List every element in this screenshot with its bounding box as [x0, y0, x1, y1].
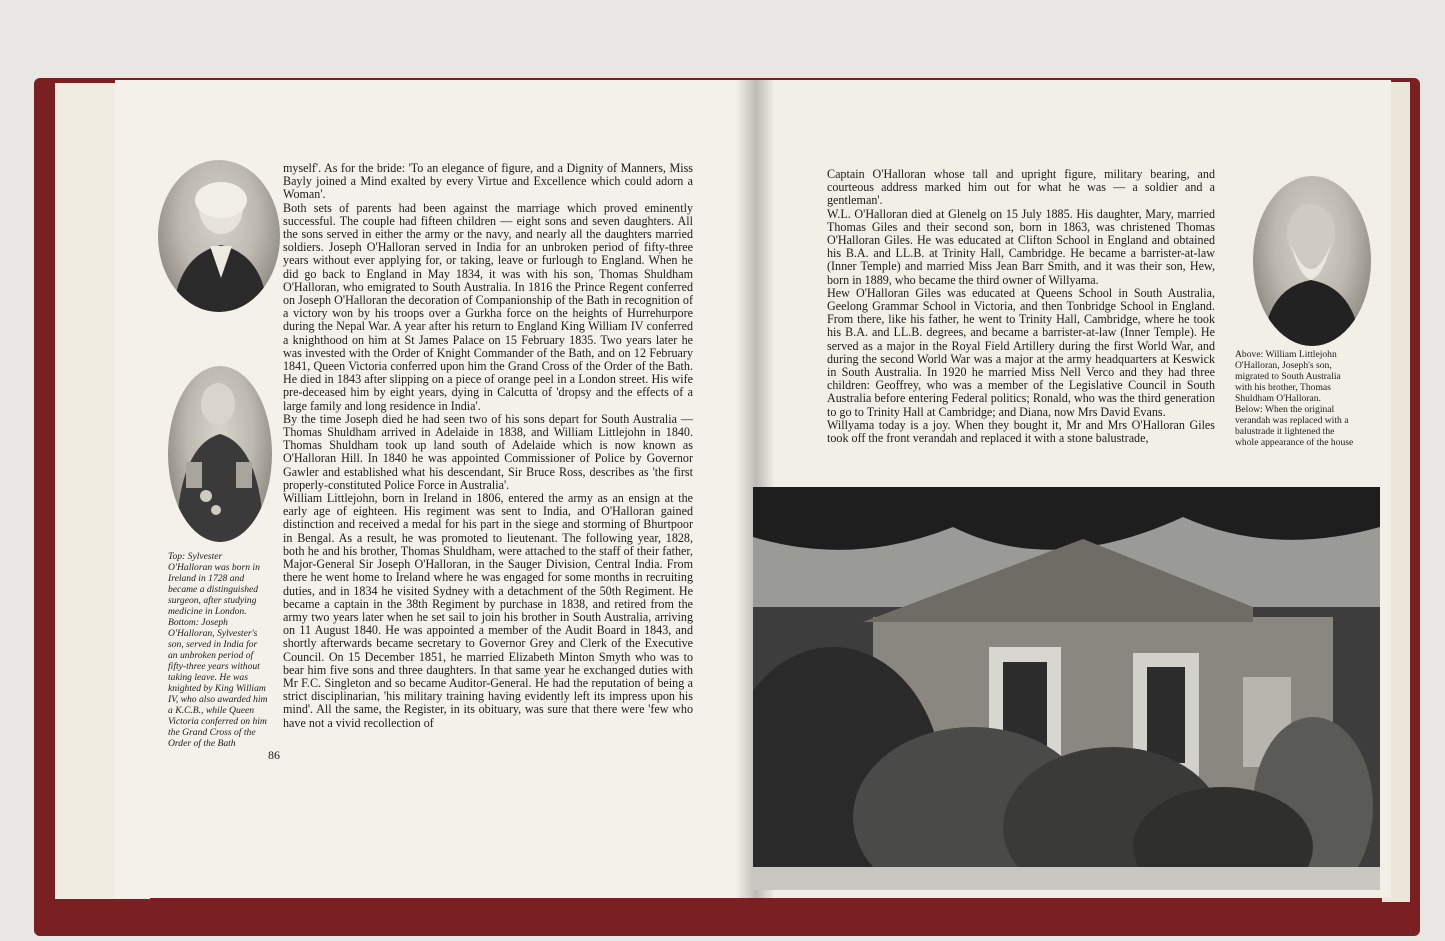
- portrait-uniform-figure-icon: [168, 366, 272, 542]
- right-page-body-text: Captain O'Halloran whose tall and upright figure, military bearing, and courteous address marked him out for what he was — a soldier and a gentleman'. W.L. O'Halloran died at Glenelg on 15 July 1885. His daughter, Mary, married Thomas Giles and their second son, born in 1863, was christened Thomas O'Halloran Giles. He was educated at Clifton School in England and obtained his B.A. and LL.B. at Trinity Hall, Cambridge. He became a barrister-at-law (Inner Temple) and married Miss Jean Barr Smith, and it was their son, Hew, born in 1889, who became the third owner of Willyama. Hew O'Halloran Giles was educated at Queens School in South Australia, Geelong Grammar School in Victoria, and then Tonbridge School in England. From there, like his father, he went to Trinity Hall, Cambridge, where he took his B.A. and LL.B. degrees, and became a barrister-at-law (Inner Temple). He served as a major in the Royal Field Artillery during the first World War, and during the second World War was a major at the army headquarters at Keswick in South Australia. In 1920 he married Miss Nell Verco and they had three children: Geoffrey, who was a member of the Legislative Council in South Australia before entering Federal politics; Ronald, who was the third generation to go to Trinity Hall at Cambridge; and Diana, now Mrs David Evans. Willyama today is a joy. When they bought it, Mr and Mrs O'Halloran Giles took off the front verandah and replaced it with a stone balustrade,: [827, 167, 1215, 446]
- portrait-bearded-figure-icon: [1253, 176, 1371, 346]
- portrait-figure-icon: [158, 160, 280, 312]
- house-photo-image: [753, 487, 1380, 890]
- left-page-caption: Top: Sylvester O'Halloran was born in Ireland in 1728 and became a distinguished surgeon, after studying medicine in London. Bottom: Joseph O'Halloran, Sylvester's son, served in India for an unbroken period of fifty-three years without taking leave. He was knighted by King William IV, who also awarded him a K.C.B., while Queen Victoria conferred on him the Grand Cross of the Order of the Bath: [168, 551, 268, 749]
- portrait-sylvester-ohalloran: [158, 160, 280, 312]
- right-page-caption: Above: William Littlejohn O'Halloran, Joseph's son, migrated to South Australia with his brother, Thomas Shuldham O'Halloran. Below: When the original verandah was replaced with a balustrade it lightened the whole appearance of the house: [1235, 349, 1354, 448]
- portrait-joseph-ohalloran: [168, 366, 272, 542]
- portrait-william-littlejohn-ohalloran: [1253, 176, 1371, 346]
- house-photo-willyama: [753, 487, 1380, 890]
- left-page-body-text: myself'. As for the bride: 'To an elegance of figure, and a Dignity of Manners, Miss Bayly joined a Mind exalted by every Virtue and Excellence which could adorn a Woman'. Both sets of parents had been against the marriage which proved eminently successful. The couple had fifteen children — eight sons and seven daughters. All the sons served in either the army or the navy, and nearly all the daughters married soldiers. Joseph O'Halloran served in India for an unbroken period of fifty-three years without ever applying for, or taking, leave or furlough to England. When he did go back to England in May 1834, it was with his son, Thomas Shuldham O'Halloran, who emigrated to South Australia. In 1816 the Prince Regent conferred on Joseph O'Halloran the decoration of Companionship of the Bath in recognition of a victory won by his troops over a Gurkha force on the heights of Hurrehurpore during the Nepal War. A year after his return to England King William IV conferred a knighthood on him at St James Palace on 15 February 1835. Two years later he was invested with the Order of Knight Commander of the Bath, and on 12 February 1841, Queen Victoria conferred upon him the Grand Cross of the Order of the Bath. He died in 1843 after slipping on a piece of orange peel in a London street. His wife pre-deceased him by eight years, dying in Calcutta of 'dropsy and the effects of a large family and long residence in India'. By the time Joseph died he had seen two of his sons depart for South Australia — Thomas Shuldham arrived in Adelaide in 1838, and William Littlejohn in 1840. Thomas Shuldham took up land south of Adelaide which is now known as O'Halloran Hill. In 1840 he was appointed Commissioner of Police by Governor Gawler and established what his descendant, Sir Bruce Ross, describes as 'the first properly-constituted Police Force in Australia'. William Littlejohn, born in Ireland in 1806, entered the army as an ensign at the early age of eighteen. His regiment was sent to India, and O'Halloran gained distinction and received a medal for his part in the siege and storming of Bhurtpoor in Bengal. As a result, he was promoted to lieutenant. The following year, 1828, both he and his brother, Thomas Shuldham, were attached to the staff of their father, Major-General Sir Joseph O'Halloran, in the Sauger Division, Central India. From there he went home to Ireland where he was engaged for some months in recruiting duties, and in 1834 he visited Sydney with a detachment of the 50th Regiment. He became a captain in the 38th Regiment by purchase in 1838, and retired from the army two years later when he set sail to join his brother in South Australia, arriving on 11 August 1840. He was appointed a member of the Audit Board in 1843, and shortly afterwards became secretary to Governor Grey and Clerk of the Executive Council. On 15 December 1851, he married Elizabeth Minton Smyth who was to bear him five sons and three daughters. In that same year he exchanged duties with Mr F.C. Singleton and so became Auditor-General. He had the reputation of being a strict disciplinarian, 'his military training having evidently left its impress upon his mind'. All the same, the Register, in its obituary, was sure that there were 'few who have not a vivid recollection of: [283, 161, 693, 730]
- page-number: 86: [268, 748, 280, 762]
